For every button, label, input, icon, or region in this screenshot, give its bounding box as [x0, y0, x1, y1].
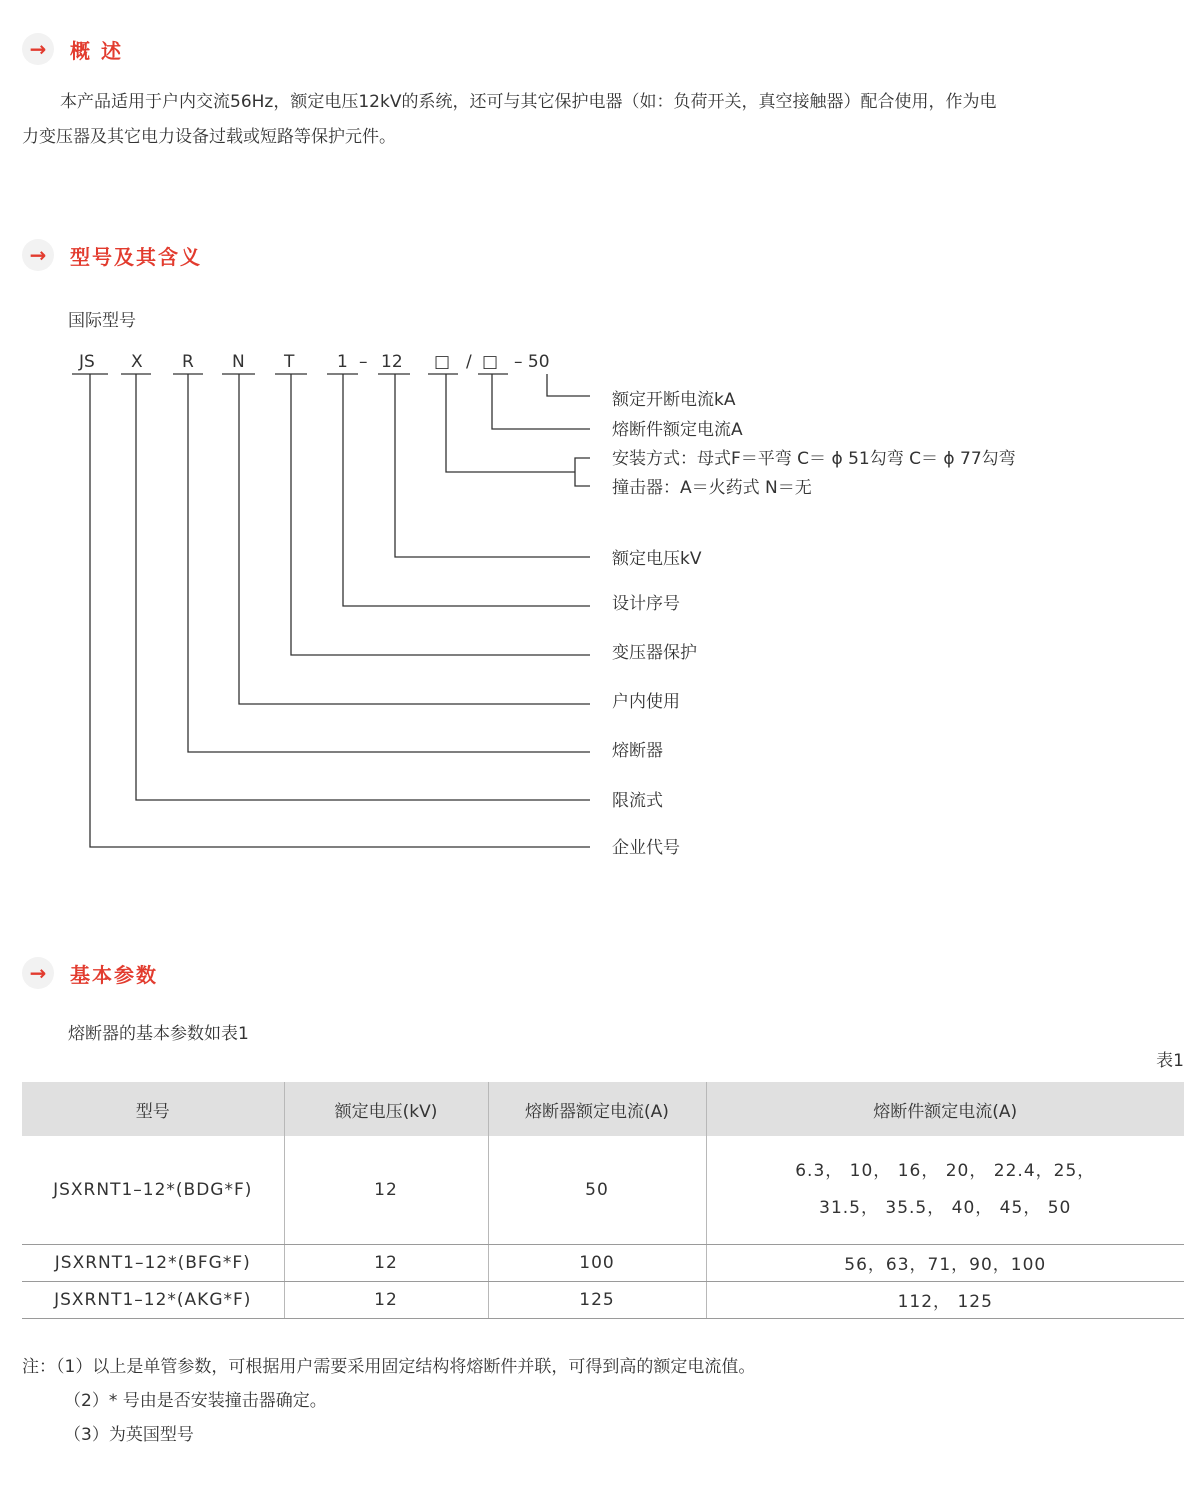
note-2: （2）* 号由是否安装撞击器确定。 — [64, 1391, 327, 1411]
arrow-right-icon: → — [22, 239, 54, 271]
params-intro: 熔断器的基本参数如表1 — [68, 1024, 249, 1044]
params-table — [22, 1082, 1184, 1319]
note-prefix: 注： — [22, 1357, 56, 1377]
element-current-line-1: 6.3， 10， 16， 20， 22.4，25， — [795, 1160, 1096, 1181]
label-enterprise-code: 企业代号 — [612, 838, 680, 858]
table-row — [22, 1136, 1184, 1244]
table-label: 表1 — [1156, 1051, 1184, 1071]
label-indoor-use: 户内使用 — [612, 692, 680, 712]
section-header-overview — [22, 32, 123, 66]
header-element-current: 熔断件额定电流(A) — [706, 1082, 1184, 1136]
label-install-method: 安装方式：母式F＝平弯 C＝ ϕ 51勾弯 C＝ ϕ 77勾弯 — [612, 449, 1016, 469]
table-header-row — [22, 1082, 1184, 1136]
label-breaking-current: 额定开断电流kA — [612, 390, 736, 410]
cell-voltage: 12 — [284, 1281, 488, 1318]
cell-fuse-current: 50 — [488, 1136, 706, 1244]
note-1 — [22, 1352, 755, 1377]
header-voltage: 额定电压(kV) — [284, 1082, 488, 1136]
section-title: 型号及其含义 — [70, 244, 202, 269]
cell-fuse-current: 100 — [488, 1244, 706, 1281]
model-code-diagram — [0, 340, 1200, 870]
table-row — [22, 1281, 1184, 1318]
code-r: R — [182, 352, 194, 372]
arrow-right-icon: → — [22, 33, 54, 65]
label-current-limiting: 限流式 — [612, 791, 663, 811]
arrow-right-icon: → — [22, 957, 54, 989]
label-transformer-protection: 变压器保护 — [612, 643, 697, 663]
cell-model: JSXRNT1–12*(BDG*F) — [22, 1136, 284, 1244]
label-striker: 撞击器：A＝火药式 N＝无 — [612, 478, 812, 498]
code-12: 12 — [381, 352, 403, 372]
label-fuse-element-current: 熔断件额定电流A — [612, 420, 743, 440]
code-1: 1 — [337, 352, 348, 372]
intro-line-1: 本产品适用于户内交流56Hz，额定电压12kV的系统，还可与其它保护电器（如：负荷开关，真空接触器）配合使用，作为电 — [60, 92, 997, 112]
cell-fuse-current: 125 — [488, 1281, 706, 1318]
code-n: N — [232, 352, 245, 372]
element-current-line-2: 31.5， 35.5， 40， 45， 50 — [819, 1197, 1072, 1218]
code-dash: – — [359, 352, 368, 372]
note-1-text: （1）以上是单管参数，可根据用户需要采用固定结构将熔断件并联，可得到高的额定电流值。 — [56, 1357, 756, 1377]
code-slash: / — [466, 352, 472, 372]
code-t: T — [284, 352, 295, 372]
label-rated-voltage: 额定电压kV — [612, 549, 702, 569]
cell-model: JSXRNT1–12*(AKG*F) — [22, 1281, 284, 1318]
header-fuse-current: 熔断器额定电流(A) — [488, 1082, 706, 1136]
code-dash-50: – 50 — [514, 352, 550, 372]
note-3: （3）为英国型号 — [64, 1425, 194, 1445]
section-header-model — [22, 238, 202, 272]
table-row — [22, 1244, 1184, 1281]
cell-element-current: 56，63，71，90，100 — [706, 1244, 1184, 1281]
cell-voltage: 12 — [284, 1136, 488, 1244]
model-heading: 国际型号 — [68, 311, 136, 331]
section-title: 基本参数 — [70, 962, 158, 987]
label-design-serial: 设计序号 — [612, 594, 680, 614]
cell-model: JSXRNT1–12*(BFG*F) — [22, 1244, 284, 1281]
code-x: X — [131, 352, 143, 372]
intro-line-2: 力变压器及其它电力设备过载或短路等保护元件。 — [22, 127, 396, 147]
cell-element-current — [706, 1136, 1184, 1244]
cell-element-current: 112， 125 — [706, 1281, 1184, 1318]
section-header-params — [22, 956, 158, 990]
label-fuse: 熔断器 — [612, 741, 663, 761]
header-model: 型号 — [22, 1082, 284, 1136]
code-box-1: □ — [434, 352, 451, 372]
section-title: 概 述 — [70, 38, 123, 63]
code-js: JS — [79, 352, 95, 372]
cell-voltage: 12 — [284, 1244, 488, 1281]
code-box-2: □ — [482, 352, 499, 372]
